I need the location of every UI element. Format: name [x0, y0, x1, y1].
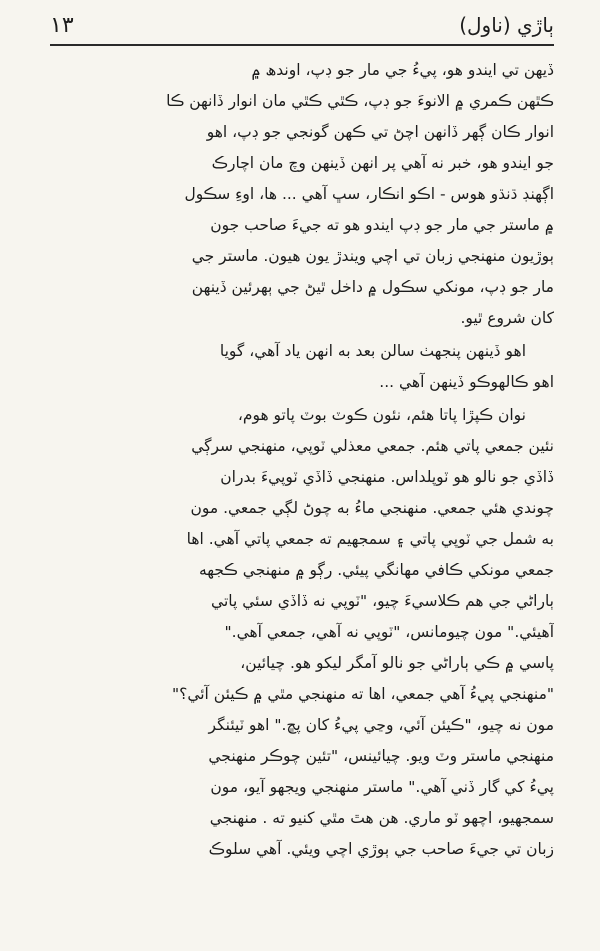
text-line: به شمل جي ٽوپي پاتي ۽ سمجهيم ته جمعي پاتي آهي. اها: [186, 530, 554, 548]
running-title: ٻاڙي (ناول): [459, 13, 554, 37]
text-line: آهيئي." مون چيومانس، "ٽوپي نه آهي، جمعي آهي.": [224, 623, 554, 641]
page-number: ١٣: [50, 12, 74, 38]
text-line: جمعي مونکي ڪافي مهانگي پيئي. رڳو ۾ منهنجي ڪجهه: [198, 561, 554, 579]
text-line: ڏاڏي جو نالو هو ٽوپلداس. منهنجي ڏاڏي ٽوپيءَ بدران: [220, 468, 554, 486]
text-line: ٻوڙيون منهنجي زبان تي اچي ويندڙ يون هيون. ماستر جي: [191, 247, 554, 265]
paragraph: [50, 55, 554, 334]
text-line: انوار ڪان ڳهر ڏانهن اچڻ تي ڪهن گونجي جو ڊپ، اهو: [206, 123, 554, 141]
header-rule: [50, 44, 554, 46]
text-line: زبان تي جيءَ صاحب جي ٻوڙي اچي ويئي. آهي سلوڪ: [208, 840, 554, 858]
body-text: [50, 55, 554, 865]
text-line: اڳهنڊ ڌنڌو هوس - اڪو انڪار، سڀ آهي ... ها، اوءِ سڪول: [184, 185, 554, 203]
text-line: پاسي ۾ ڪي ٻاراڻي جو نالو آمگر ليکو هو. چيائين،: [240, 654, 554, 672]
paragraph: [50, 400, 554, 865]
page-header: [50, 6, 554, 44]
text-line: کان شروع ٿيو.: [460, 309, 554, 327]
text-line: پيءُ کي گار ڏني آهي." ماستر منهنجي ويجهو آيو، مون: [210, 778, 554, 796]
text-line: چوندي هئي جمعي. منهنجي ماءُ به چوڻ لڳي جمعي. مون: [190, 499, 554, 517]
text-line: مون نه چيو، "ڪيئن آئي، وڃي پيءُ کان پڇ." اهو ٽيئنگر: [208, 716, 554, 734]
text-line: نوان ڪپڙا پاتا هئم، نئون ڪوٽ بوٽ پاتو هوم،: [237, 406, 526, 424]
text-line: جو ايندو هو، خبر نه آهي پر انهن ڏينهن وچ مان اچارڪ: [211, 154, 554, 172]
text-line: مار جو ڊپ، مونکي سڪول ۾ داخل ٿيڻ جي ٻهرئين ڏينهن: [191, 278, 554, 296]
text-line: ۾ ماستر جي مار جو ڊپ ايندو هو ته جيءَ صاحب جون: [210, 216, 554, 234]
text-line: سمجهيو، اچهو ٽو ماري. هن هٿ مٿي کنيو ته . منهنجي: [209, 809, 554, 827]
paragraph: [50, 336, 554, 398]
text-line: اهو ڪالهوڪو ڏينهن آهي ...: [379, 373, 554, 391]
text-line: منهنجي ماستر وٽ ويو. چيائينس، "تئين چوڪر منهنجي: [208, 747, 554, 765]
text-line: اهو ڏينهن پنجهٺ سالن بعد به انهن ياد آهي، گويا: [219, 342, 526, 360]
text-line: نئين جمعي پاتي هئم. جمعي معذلي ٽوپي، منهنجي سرڳي: [191, 437, 554, 455]
text-line: ڏيهن تي ايندو هو، پيءُ جي مار جو ڊپ، اوندھ ۾: [251, 61, 554, 79]
text-line: "منهنجي پيءُ آهي جمعي، اها ته منهنجي مٿي ۾ ڪيئن آئي؟": [171, 685, 554, 703]
text-line: ڪٿهن ڪمري ۾ الانوءَ جو ڊپ، ڪٿي ڪٿي مان انوار ڏانهن ڪا: [166, 92, 554, 110]
text-line: ٻاراڻي جي هم ڪلاسيءَ چيو، "ٽوپي نه ڏاڏي سئي پاتي: [211, 592, 554, 610]
